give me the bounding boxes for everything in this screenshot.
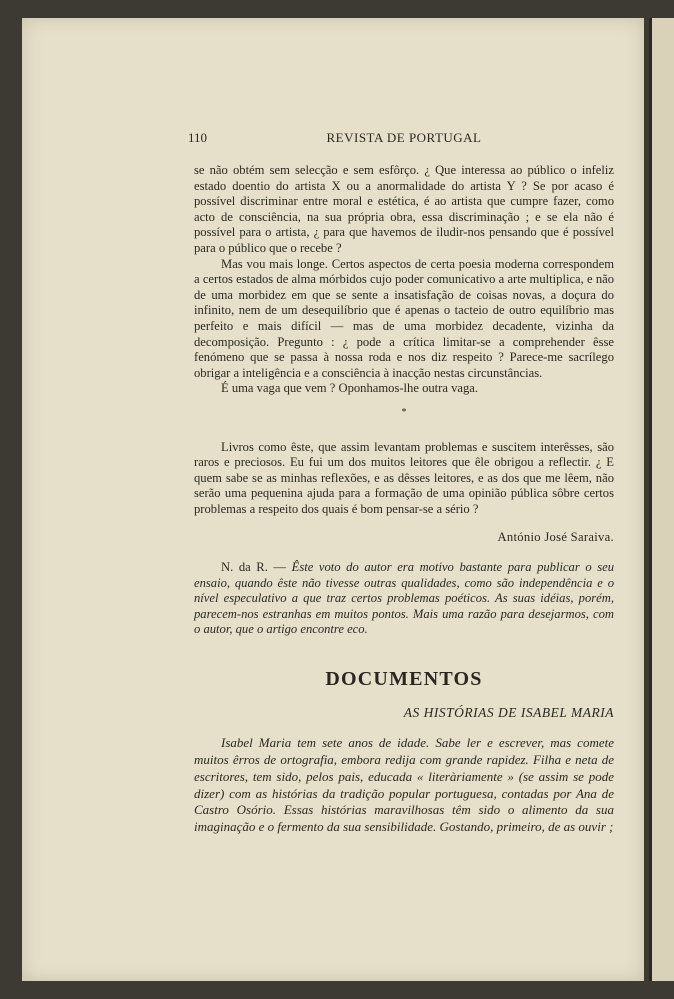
running-header bbox=[188, 130, 614, 148]
page-number: 110 bbox=[188, 130, 208, 145]
editor-note bbox=[194, 560, 614, 638]
author-signature: António José Saraiva. bbox=[497, 530, 614, 545]
journal-title: REVISTA DE PORTUGAL bbox=[326, 130, 482, 145]
closing-paragraph: Livros como êste, que assim levantam problemas e suscitem interêsses, são raros e preciosos. Eu fui um dos muitos leitores que êle obrigou a reflectir. ¿ E quem sabe se as minhas reflexões, e as dêsses leitores, e as dos que me lêem, não serão uma pequenina ajuda para a formação de uma opinião pública sôbre certos problemas a respeito dos quais é bom pensar-se a sério ? bbox=[194, 439, 614, 516]
paragraph-3: É uma vaga que vem ? Oponhamos-lhe outra vaga. bbox=[221, 381, 479, 396]
section-title: DOCUMENTOS bbox=[325, 668, 483, 691]
adjacent-page-edge bbox=[649, 18, 674, 981]
section-separator: * bbox=[401, 406, 407, 418]
document-body: Isabel Maria tem sete anos de idade. Sabe ler e escrever, mas comete muitos êrros de ortografia, embora redija com grande rapidez. Filha e neta de escritores, tem sido, pelos pais, educada « literàriamente » (se assim se pode dizer) com as histórias da tradição popular portuguesa, contadas por Ana de Castro Osório. Essas histórias maravilhosas têm sido o alimento da sua imaginação e o fermento da sua sensibilidade. Gostando, primeiro, de as ouvir ; bbox=[194, 735, 614, 835]
page-text-column bbox=[188, 130, 615, 836]
paragraph-1: se não obtém sem selecção e sem esfôrço. ¿ Que interessa ao público o infeliz estado doentio do artista X ou a anormalidade do artista Y ? Se por acaso é possível discriminar entre moral e estética, é ao artista que cumpre fazer, como acto de consciência, na sua própria obra, essa discriminação ; e se ela não é possível para o artista, ¿ para que havemos de iludir-nos pensando que é possível para o público que o recebe ? bbox=[194, 163, 614, 255]
editor-note-lead: N. da R. — bbox=[221, 560, 287, 575]
editor-note-text: Êste voto do autor era motivo bastante para publicar o seu ensaio, quando êste não tivesse outras qualidades, como são independência e o nível especulativo a que traz certos problemas poéticos. As suas idéias, porém, parecem-nos estranhas em muitos pontos. Mais uma razão para desejarmos, com o autor, que o artigo encontre eco. bbox=[194, 560, 615, 637]
document-title: AS HISTÓRIAS DE ISABEL MARIA bbox=[403, 704, 614, 720]
book-page bbox=[22, 18, 644, 981]
paragraph-2: Mas vou mais longe. Certos aspectos de certa poesia moderna correspondem a certos estados de alma mórbidos cujo poder comunicativo a arte multiplica, e não de uma morbidez em que se sente a insatisfação de coisas novas, a doçura do infinito, nem de um desequilíbrio que é apenas o tacteio de outro equilíbrio mas perfeito e mais difícil — mas de uma morbidez decadente, vizinha da decomposição. Pregunto : ¿ pode a crítica limitar-se a comprehender êsse fenómeno que se passa à nossa roda e nos diz respeito ? Parece-me sacrílego obrigar a inteligência e a consciência à inacção nestas circunstâncias. bbox=[194, 256, 614, 380]
